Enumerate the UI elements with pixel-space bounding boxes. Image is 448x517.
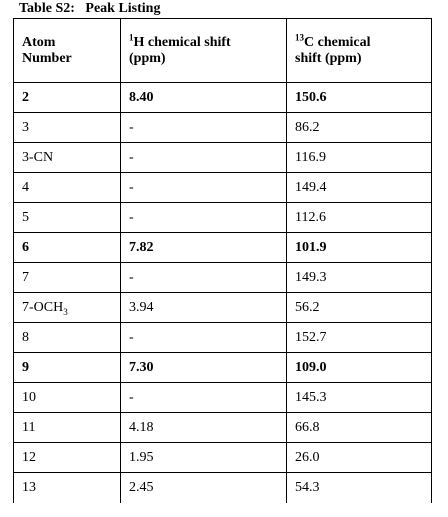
cell-atom-number [14, 143, 121, 173]
cell-c-shift: 66.8 [287, 413, 432, 443]
cell-h-shift: 7.30 [121, 353, 287, 383]
table-row [14, 473, 432, 504]
cell-atom-number [14, 83, 121, 113]
header-c-shift [287, 19, 432, 83]
atom-number-text: 4 [22, 179, 29, 195]
table-row [14, 443, 432, 473]
atom-number-text: 7 [22, 269, 29, 285]
table-row [14, 323, 432, 353]
cell-c-shift: 112.6 [287, 203, 432, 233]
cell-c-shift: 116.9 [287, 143, 432, 173]
table-row [14, 83, 432, 113]
header-atom-line1: Atom [22, 34, 56, 50]
peak-listing-table [13, 18, 432, 503]
atom-number-text: 5 [22, 209, 29, 225]
cell-c-shift: 149.4 [287, 173, 432, 203]
atom-number-text: 10 [22, 389, 36, 405]
cell-h-shift: - [121, 323, 287, 353]
cell-atom-number [14, 473, 121, 504]
cell-c-shift: 152.7 [287, 323, 432, 353]
cell-atom-number [14, 233, 121, 263]
cell-h-shift: - [121, 203, 287, 233]
cell-atom-number [14, 383, 121, 413]
cell-atom-number [14, 173, 121, 203]
cell-h-shift: 4.18 [121, 413, 287, 443]
cell-c-shift: 54.3 [287, 473, 432, 504]
header-atom-line2: Number [22, 50, 72, 66]
atom-number-text: 6 [22, 239, 29, 255]
cell-atom-number [14, 263, 121, 293]
cell-atom-number [14, 113, 121, 143]
atom-number-subscript: 3 [63, 306, 68, 317]
table-row [14, 113, 432, 143]
cell-h-shift: - [121, 383, 287, 413]
header-c-label: C chemical [304, 34, 371, 50]
table-row [14, 173, 432, 203]
header-h-shift [121, 19, 287, 83]
table-row [14, 293, 432, 323]
cell-atom-number [14, 413, 121, 443]
cell-h-shift: - [121, 173, 287, 203]
atom-number-text: 8 [22, 329, 29, 345]
header-c-unit: shift (ppm) [295, 50, 362, 66]
table-row [14, 143, 432, 173]
table-row [14, 233, 432, 263]
cell-atom-number [14, 203, 121, 233]
cell-h-shift: 3.94 [121, 293, 287, 323]
atom-number-text: 2 [22, 89, 29, 105]
table-row [14, 203, 432, 233]
atom-number-text: 3-CN [22, 149, 54, 165]
cell-c-shift: 145.3 [287, 383, 432, 413]
table-body [14, 83, 432, 504]
cell-c-shift: 101.9 [287, 233, 432, 263]
atom-number-text: 11 [22, 419, 36, 435]
header-c-isotope: 13 [295, 31, 304, 42]
atom-number-text: 12 [22, 449, 36, 465]
cell-h-shift: - [121, 113, 287, 143]
header-h-unit: (ppm) [129, 50, 166, 66]
cell-atom-number [14, 323, 121, 353]
atom-number-text: 3 [22, 119, 29, 135]
cell-atom-number [14, 293, 121, 323]
table-caption: Table S2: Peak Listing [19, 1, 161, 16]
cell-h-shift: 7.82 [121, 233, 287, 263]
cell-c-shift: 56.2 [287, 293, 432, 323]
atom-number-text: 13 [22, 480, 36, 495]
atom-number-text: 9 [22, 359, 29, 375]
cell-h-shift: - [121, 263, 287, 293]
cell-atom-number [14, 443, 121, 473]
cell-h-shift: 1.95 [121, 443, 287, 473]
cell-c-shift: 26.0 [287, 443, 432, 473]
table-header-row [14, 19, 432, 83]
cell-h-shift: 2.45 [121, 473, 287, 504]
cell-c-shift: 86.2 [287, 113, 432, 143]
table-row [14, 263, 432, 293]
header-h-isotope: 1 [129, 31, 134, 42]
header-atom-number [14, 19, 121, 83]
atom-number-text: 7-OCH [22, 299, 64, 315]
cell-c-shift: 109.0 [287, 353, 432, 383]
table-row [14, 413, 432, 443]
cell-atom-number [14, 353, 121, 383]
table-row [14, 353, 432, 383]
table-row [14, 383, 432, 413]
cell-c-shift: 149.3 [287, 263, 432, 293]
cell-h-shift: - [121, 143, 287, 173]
cell-c-shift: 150.6 [287, 83, 432, 113]
cell-h-shift: 8.40 [121, 83, 287, 113]
header-h-label: H chemical shift [133, 34, 231, 50]
